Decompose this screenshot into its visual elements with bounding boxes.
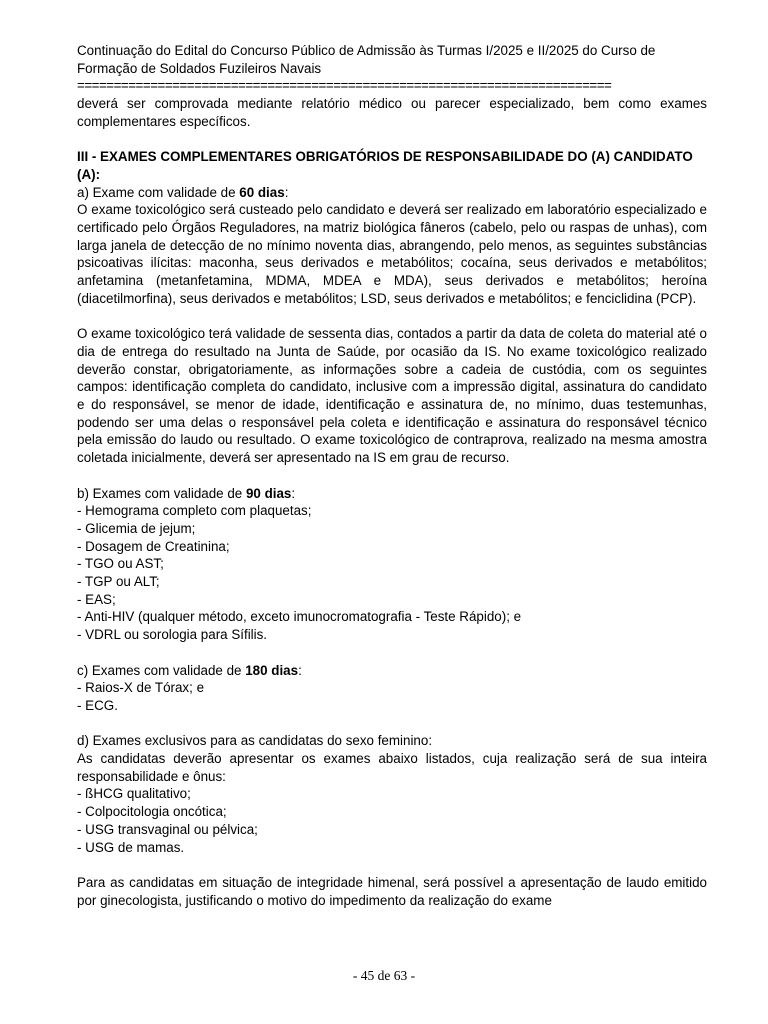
subsection-c-days: 180 dias bbox=[245, 662, 299, 678]
exam-list-c bbox=[77, 679, 707, 714]
section-title: III - EXAMES COMPLEMENTARES OBRIGATÓRIOS DE RESPONSABILIDADE DO (A) CANDIDATO (A): bbox=[77, 149, 693, 182]
list-item: - TGP ou ALT; bbox=[77, 574, 160, 590]
subsection-b-title: b) Exames com validade de 90 dias: bbox=[77, 485, 296, 501]
header-line-1: Continuação do Edital do Concurso Público de Admissão às Turmas I/2025 e II/2025 do Curso de bbox=[77, 43, 656, 58]
list-item: - USG transvaginal ou pélvica; bbox=[77, 821, 258, 837]
list-item: - ECG. bbox=[77, 697, 118, 713]
toxicology-paragraph-2: O exame toxicológico terá validade de sessenta dias, contados a partir da data de coleta do material até o dia de entrega do resultado na Junta de Saúde, por ocasião da IS. No exame toxicológico realizado deverão constar, obrigatoriamente, as informações sobre a cadeia de custódia, com os seguintes campos: identificação completa do candidato, inclusive com a impressão digital, assinatura do candidato e do responsável, se menor de idade, identificação e assinatura de, no mínimo, duas testemunhas, podendo ser uma delas o responsável pela coleta e identificação e assinatura do responsável técnico pela emissão do laudo ou resultado. O exame toxicológico de contraprova, realizado na mesma amostra coletada inicialmente, deverá ser apresentado na IS em grau de recurso. bbox=[77, 326, 707, 466]
subsection-c-title: c) Exames com validade de 180 dias: bbox=[77, 662, 302, 678]
toxicology-paragraph-1: O exame toxicológico será custeado pelo candidato e deverá ser realizado em laboratório especializado e certificado pelo Órgãos Reguladores, na matriz biológica fâneros (cabelo, pelo ou raspas de unhas), com larga janela de detecção de no mínimo noventa dias, abrangendo, pelo menos, as seguintes substâncias psicoativas ilícitas: maconha, seus derivados e metabólitos; cocaína, seus derivados e metabólitos; anfetamina (metanfetamina, MDMA, MDEA e MDA), seus derivados e metabólitos; heroína (diacetilmorfina), seus derivados e metabólitos; LSD, seus derivados e metabólitos; e fenciclidina (PCP). bbox=[77, 202, 707, 306]
header-separator: ========================================================================= bbox=[77, 78, 612, 94]
exam-list-d bbox=[77, 785, 707, 856]
list-item: - VDRL ou sorologia para Sífilis. bbox=[77, 627, 268, 643]
list-item: - Hemograma completo com plaquetas; bbox=[77, 503, 312, 519]
subsection-d-intro: As candidatas deverão apresentar os exames abaixo listados, cuja realização será de sua inteira responsabilidade e ônus: bbox=[77, 751, 707, 784]
subsection-a-title: a) Exame com validade de 60 dias: bbox=[77, 184, 289, 200]
list-item: - TGO ou AST; bbox=[77, 556, 164, 572]
intro-paragraph: deverá ser comprovada mediante relatório médico ou parecer especializado, bem como exames complementares específicos. bbox=[77, 96, 707, 129]
list-item: - Anti-HIV (qualquer método, exceto imunocromatografia - Teste Rápido); e bbox=[77, 609, 522, 625]
subsection-b-days: 90 dias bbox=[245, 485, 292, 501]
header-line-2: Formação de Soldados Fuzileiros Navais bbox=[77, 60, 322, 76]
list-item: - ßHCG qualitativo; bbox=[77, 786, 191, 802]
list-item: - Raios-X de Tórax; e bbox=[77, 680, 205, 696]
page-number: - 45 de 63 - bbox=[352, 968, 416, 983]
exam-list-b bbox=[77, 502, 707, 644]
subsection-a-days: 60 dias bbox=[239, 184, 285, 200]
subsection-d-title: d) Exames exclusivos para as candidatas do sexo feminino: bbox=[77, 733, 433, 749]
list-item: - Glicemia de jejum; bbox=[77, 520, 196, 536]
list-item: - USG de mamas. bbox=[77, 839, 185, 855]
list-item: - Dosagem de Creatinina; bbox=[77, 538, 230, 554]
list-item: - EAS; bbox=[77, 591, 116, 607]
final-paragraph: Para as candidatas em situação de integridade himenal, será possível a apresentação de laudo emitido por ginecologista, justificando o motivo do impedimento da realização do exame bbox=[77, 874, 707, 908]
list-item: - Colpocitologia oncótica; bbox=[77, 804, 227, 820]
